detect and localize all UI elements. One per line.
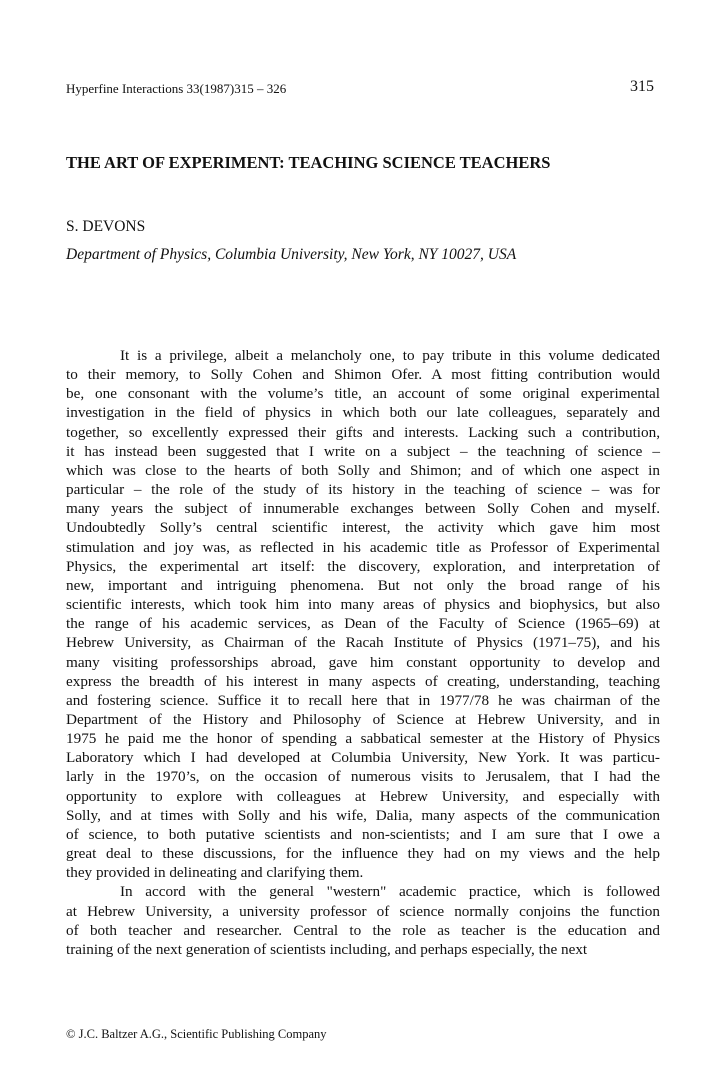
text-line: they provided in delineating and clarifying them. <box>66 864 364 882</box>
text-line: at Hebrew University, a university professor of science normally conjoins the function <box>66 902 660 920</box>
text-line: many years the subject of innumerable exchanges between Solly Cohen and myself. <box>66 500 660 518</box>
text-line: be, one consonant with the volume’s title, an account of some original experimental <box>66 385 660 403</box>
text-line: of science, to both putative scientists and non-scientists; and I am sure that I owe a <box>66 825 660 843</box>
text-line: Undoubtedly Solly’s central scientific interest, the activity which gave him most <box>66 519 660 537</box>
text-line: particular – the role of the study of its history in the teaching of science – was for <box>66 481 660 499</box>
text-line: scientific interests, which took him into many areas of physics and biophysics, but also <box>66 596 660 614</box>
text-line: of both teacher and researcher. Central to the role as teacher is the education and <box>66 921 660 939</box>
text-line: it has instead been suggested that I write on a subject – the teachning of science – <box>66 442 660 460</box>
article-title: THE ART OF EXPERIMENT: TEACHING SCIENCE TEACHERS <box>66 153 551 172</box>
text-line: Solly, and at times with Solly and his wife, Dalia, many aspects of the communication <box>66 806 660 824</box>
text-line: training of the next generation of scientists including, and perhaps especially, the next <box>66 940 588 958</box>
text-line: opportunity to explore with colleagues at Hebrew University, and especially with <box>66 787 660 805</box>
text-line: many visiting professorships abroad, gave him constant opportunity to develop and <box>66 653 660 671</box>
text-line: investigation in the field of physics in which both our late colleagues, separately and <box>66 404 660 422</box>
author-affiliation: Department of Physics, Columbia University, New York, NY 10027, USA <box>66 246 517 263</box>
text-line: stimulation and joy was, as reflected in his academic title as Professor of Experimental <box>66 538 660 556</box>
text-line: Laboratory which I had developed at Columbia University, New York. It was particu- <box>66 749 660 767</box>
text-line: Physics, the experimental art itself: the discovery, exploration, and interpretation of <box>66 557 660 575</box>
text-line: great deal to these discussions, for the influence they had on my views and the help <box>66 845 660 863</box>
text-line: express the breadth of his interest in many aspects of creating, understanding, teaching <box>66 672 660 690</box>
text-line: In accord with the general "western" academic practice, which is followed <box>120 883 660 901</box>
text-line: new, important and intriguing phenomena. But not only the broad range of his <box>66 576 660 594</box>
page-number: 315 <box>630 78 654 95</box>
paragraph <box>66 882 660 959</box>
body-text <box>66 346 660 959</box>
text-line: and fostering science. Suffice it to recall here that in 1977/78 he was chairman of the <box>66 691 660 709</box>
author-name: S. DEVONS <box>66 218 146 235</box>
text-line: to their memory, to Solly Cohen and Shimon Ofer. A most fitting contribution would <box>66 366 660 384</box>
text-line: together, so excellently expressed their gifts and interests. Lacking such a contribution, <box>66 423 660 441</box>
copyright-notice: © J.C. Baltzer A.G., Scientific Publishing Company <box>66 1027 327 1041</box>
text-line: larly in the 1970’s, on the occasion of numerous visits to Jerusalem, that I had the <box>66 768 660 786</box>
journal-citation: Hyperfine Interactions 33(1987)315 – 326 <box>66 81 287 96</box>
text-line: which was close to the hearts of both Solly and Shimon; and of which one aspect in <box>66 461 660 479</box>
text-line: It is a privilege, albeit a melancholy one, to pay tribute in this volume dedicated <box>120 347 660 364</box>
text-line: Department of the History and Philosophy of Science at Hebrew University, and in <box>66 710 660 728</box>
text-line: Hebrew University, as Chairman of the Racah Institute of Physics (1971–75), and his <box>66 634 660 652</box>
paragraph <box>66 346 660 882</box>
text-line: 1975 he paid me the honor of spending a sabbatical semester at the History of Physics <box>66 730 660 748</box>
text-line: the range of his academic services, as Dean of the Faculty of Science (1965–69) at <box>66 615 660 633</box>
